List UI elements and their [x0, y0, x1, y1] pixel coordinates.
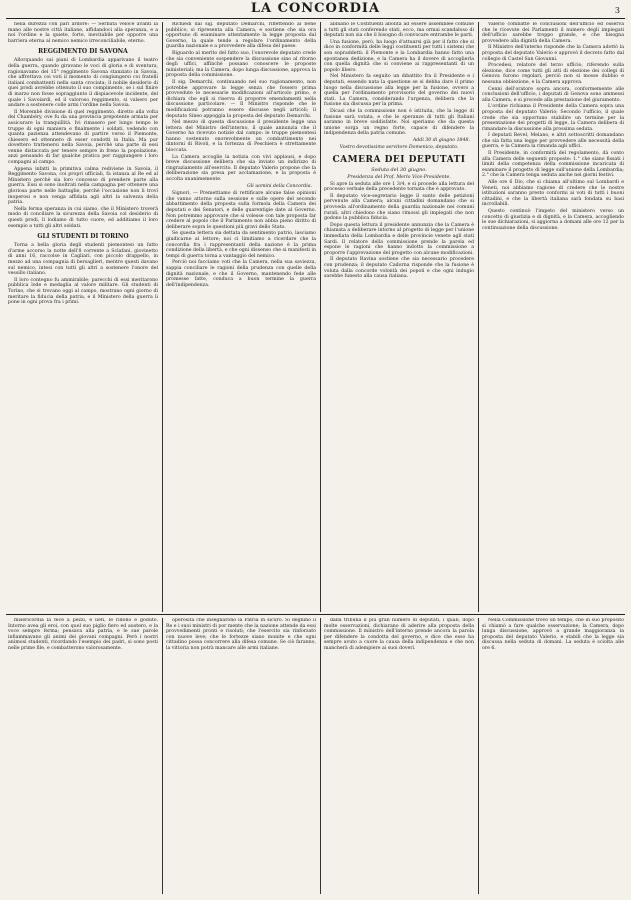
paragraph: Riguardo al merito del fatto suo, l'onorevole deputato crede che sia conveniente sospendere la discussione sino al ritorno degli uffici, affinchè possano conoscere le proposte ministeriali; ma la Camera, dopo lunga discussione, approva la proposta della commissione. [166, 50, 316, 79]
paragraph: Il loro contegno fu ammirabile; parecchi di essi meritarono pubblica lode e medaglia al valore militare. Gli studenti di Torino, che si trovano oggi al campo, mostrano ogni giorno di meritare la fiducia della patria, e il Ministero della guerra li pone in ogni prova fra i primi. [8, 277, 158, 306]
paragraph: Il deputato vice-segretario legge il sunto delle petizioni pervenute alla Camera; alcuni cittadini domandano che si provveda all'ordinamento della guardia nazionale nei comuni rurali; altri chiedono che siano rimossi gli impiegati che non godono la pubblica fiducia. [324, 193, 474, 222]
chamber-heading: CAMERA DEI DEPUTATI [332, 155, 466, 166]
paragraph: Una fusione, però, ha luogo d'attuarsi già per il fatto che si dice in conformità delle leggi costituenti per tutti i sistemi che son sopraddetti: il Piemonte e la Lombardia hanno fatto una spontanea dedizione, e la Camera ha il dovere di accoglierla con quella dignità che si conviene ai rappresentanti di un popolo libero. [324, 39, 474, 73]
masthead-title: LA CONCORDIA [250, 1, 381, 16]
paragraph: abbiano le Costituenti abolita ad essere assemblee comune a tutti gli stati conferendo stati, ecco, ma ormai scandaloso di deputati non sia che il bisogno di convocare entrambe le parti. [324, 22, 474, 39]
column-4 [482, 22, 624, 612]
paragraph: Nel Ministero fa seguito un dibattito fra il Presidente e i deputati, essendo nata la questione se si debba dare il primo luogo nella discussione alla legge per la fusione, ovvero a quella per l'ordinamento provvisorio del governo dei nuovi stati. La Camera, considerando l'urgenza, delibera che la fusione sia discussa per la prima. [324, 74, 474, 108]
paragraph: Allorquando sui piani di Lombardia apparivano il teatro della guerra, quando giravano le voci di gloria e di sventura, ragionavamo del 15° reggimento Savona stanziato in Savoia, che affrettava coi voti il momento di congiungersi coi fratelli italiani combattenti nella santa crociata; il nobile desiderio di quei prodi avrebbe ottenuto il suo compimento, se i sul finire di marzo non fosse sopraggiunto il dispiacevole incidente, del quale i Savoiardi, ed il valoroso reggimento, si valsero per andare a sostenere colle armi l'ordine nella Savoia. [8, 58, 158, 109]
paragraph: La Camera accoglie la notizia con vivi applausi, e dopo breve discussione delibera che sia inviato un indirizzo di ringraziamento all'esercito. Il deputato Valerio propone che la deliberazione sia presa per acclamazione, e la proposta è accolta unanimemente. [166, 154, 316, 183]
paragraph: Perciò noi facciamo voti che la Camera, nella sua saviezza, sappia conciliare le ragioni della prudenza con quelle della dignità nazionale, e che il Governo, mantenendo fede alle promesse fatte, conduca a buon termine la guerra dell'indipendenza. [166, 260, 316, 288]
bottom-paragraph: Nella Commissione trovò un tempo, che in suo proposito si chiamò a fare qualche osservazione; la Camera, dopo lunga discussione, approvò a grande maggioranza la proposta del deputato Valerio, e stabilì che la legge sia discussa nella seduta di domani. La seduta è sciolta alle ore 6. [482, 618, 624, 651]
paragraph: Nel mezzo di questa discussione il presidente legge una lettera del Ministro dell'interno, il quale annunzia che il Governo ha ricevuto notizie dal campo: le truppe piemontesi hanno sostenuto onorevolmente un combattimento nei dintorni di Rivoli, e la fortezza di Peschiera è strettamente bloccata. [166, 120, 316, 154]
paragraph: Alle ore 6 Dio, che si chiama all'ultimo sul Lombardi e Veneti, noi abbiamo ragione di credere che le nostre istituzioni saranno presto conformi ai voti di tutti i buoni cittadini, e che la libertà italiana sarà fondata su basi incrollabili. [482, 180, 624, 208]
centered-note: Vostro devotissimo servitore Domenico, deputato. [339, 145, 459, 151]
bottom-paragraph: dalla tribuna il più gran numero di deputati, i quali, dopo molte osservazioni, dichiarano di aderire alla proposta della commissione. Il ministro dell'interno prende ancora la parola per difendere la condotta del governo, e dice che esso ha sempre avuto a cuore la causa della indipendenza e che non mancherà di adempiere ai suoi doveri. [324, 618, 474, 651]
paragraph: Il sig. Demarchi, continuando nel suo ragionamento, non potrebbe approvare la legge senza che fossero prima provvedute le necessarie modificazioni all'articolo primo, e dichiara che egli si riserva di proporre emendamenti nella discussione particolare. — Il Ministro risponde che le modificazioni potranno essere discusse negli articoli; il deputato Sineo appoggia la proposta del deputato Demarchi. [166, 79, 316, 119]
bottom-column-1 [8, 618, 158, 894]
masthead [0, 0, 631, 18]
section-rule [6, 614, 625, 615]
section-heading: REGGIMENTO DI SAVONA [38, 48, 128, 56]
paragraph: Il Morembè divisione di quel reggimento, diretto alla volta del Chambéry, ove fu da una provincia prepotente armata per assicurare la tranquillità. Ivi rimasero per lungo tempo le truppe di ogni maniera e finalmente i soldati, vedendo con quanta pazienza attendevano di partire verso il Piemonte, chiesero ed ottennero di esser condotti in Italia. Ma pur dovettero trattenersi nella Savoia, perchè una parte di essi venne distaccata per tenere sempre in freno la popolazione, anzi pensando di far qualche pratica per raggiungere i loro compagni al campo. [8, 109, 158, 166]
paragraph: Signori, — Premettiamo di rettificare alcune false opinioni che vanno attorno sulla sessione e sulle opere del secondo abbattimento della proposta sulla formola della Camera dei deputati e dei Senatori, e delle guarentigie date al Governo. Non potremmo approvare che si volesse con tale proposta far credere al popolo che il Parlamento non abbia pieno diritto di deliberare sopra le questioni più gravi dello Stato. [166, 191, 316, 230]
column-divider [320, 22, 321, 612]
signature: Addì 30 di giugno 1848. [412, 137, 470, 143]
signature: Gli uomini della Concordia. [247, 183, 312, 189]
column-3 [324, 22, 474, 612]
bottom-paragraph: misericordia la fece a pezzi, e lieti, le ridono e goduto. Intorno avea gli eroi, con quel suo piglio fiero ed austero, e la voce sempre ferma; pensava alla patria, e le sue parole infiammavano gli animi dei giovani compagni. Però i nostri animosi studenti, ricordando l'esempio dei padri, si sono posti nelle prime file, e combatterono valorosamente. [8, 618, 158, 651]
masthead-rule [6, 18, 625, 19]
paragraph: Valerio combatte le conclusioni dell'ufficio ed osserva che le ricevute dei Parlamenti il numero degli impiegati dell'ufficio sarebbe troppo grande, e che bisogna provvedere alla dignità della Camera. [482, 22, 624, 44]
column-divider [478, 22, 479, 612]
bottom-column-3 [324, 618, 474, 894]
paragraph: Nella ferma speranza in cui siamo, che il Ministero troverà modo di conciliare la sicurezza della Savoia col desiderio di questi prodi, li lodiamo di tutto cuore, ed additiamo il loro esempio a tutti gli altri soldati. [8, 206, 158, 229]
paragraph: Procedesi, relatore del terzo ufficio, riferendo sulla elezione, dice come tutti gli atti di elezione dei collegi di Genova furono regolari, perciò non si mosse dubbio e nessuna obbiezione, e la Camera approva. [482, 63, 624, 85]
paragraph: Appena infatti la primitiva calma rediviene in Savoia, il Reggimento Savona, coi propri ufficiali, fa istanza al Re ed al Ministero perchè sia loro concesso di prendere parte alla guerra. Essi si sono inoltrati nella campagna per ottenere una gloriosa parte nelle battaglie, perchè l'occasione non li trovi inoperosi e non venga affidata agli altri la salvezza della patria. [8, 166, 158, 206]
paragraph: I deputati Revel, Melano, e altri sottoscritti domandano che sia fatta una legge per provvedere alle necessità della guerra, e la Camera la rimanda agli uffici. [482, 133, 624, 150]
session-date: Seduta del 30 giugno. [371, 167, 427, 174]
paragraph: L'ordine richiama il Presidente della Camera sopra una proposta del deputato Valerio; Secondo l'ufficio, il quale crede che sia opportuno stabilire un termine per la presentazione dei progetti di legge, la Camera delibera di rimandare la discussione alla prossima seduta. [482, 104, 624, 132]
column-2 [166, 22, 316, 612]
column-divider [162, 618, 163, 894]
paragraph: Dopo questa lettura il presidente annunzia che la Camera è chiamata a deliberare intorno al progetto di legge per l'unione immediata della Lombardia e delle provincie venete agli stati Sardi. Il relatore della commissione prende la parola ed espone le ragioni che hanno indotto la commissione a proporre l'approvazione del progetto con alcune modificazioni. [324, 222, 474, 256]
paragraph: Richiedi dal sig. deputato Demarchi, riflettendo al bene pubblico, si ripresenta alla Camera, e sostiene che sia ora opportuno di esaminare attentamente la legge proposta dal Governo, la quale tende a regolare l'ordinamento della guardia nazionale e a provvedere alla difesa del paese. [166, 22, 316, 50]
paragraph: Il Ministro dell'interno risponde che la Camera adottò la proposta del deputato Valerio e approvò il decreto fatto dal collegio di Castel San Giovanni. [482, 45, 624, 62]
paragraph: Il deputato Ravina sostiene che sia necessario procedere con prudenza; il deputato Cadorna risponde che la fusione è voluta dalla concorde volontà dei popoli e che ogni indugio sarebbe funesto alla causa italiana. [324, 257, 474, 280]
page-number: 3 [614, 6, 621, 15]
paragraph: Questo continuò l'impeto del ministero verso un concetto di giustizia e di dignità, e la Camera, accogliendo le sue dichiarazioni, si aggiorna a domani alle ore 12 per la continuazione della discussione. [482, 209, 624, 231]
paragraph: nella durezza con pari ardore: — Serbata veloce avanti la mano alle nostre città italiane, affidandoci alla speranza, e a noi l'ordine e la quiete, forte, inevitabile per opporre una barriera eterna al nemico nemico irreconciliabile, eterno. [8, 22, 158, 44]
column-divider [162, 22, 163, 612]
bottom-column-4 [482, 618, 624, 894]
paragraph: Si apre la seduta alle ore 1 3/4, e si procede alla lettura del processo verbale della precedente tornata che è approvato. [324, 181, 474, 193]
paragraph: Cenni dell'oratore sopra ancora, conformemente alle conclusioni dell'ufficio, i deputati di Genova sono ammessi alla Camera, e si procede alla prestazione del giuramento. [482, 86, 624, 103]
paragraph: Se questa lettera sia dettata da sentimento patrio, lasciamo giudicarne al lettore; noi ci limitiamo a ricordare che la concordia fra i rappresentanti della nazione è la prima condizione della libertà, e che ogni dissenso che si manifesti in tempi di guerra torna a vantaggio del nemico. [166, 231, 316, 259]
paragraph: Il Presidente, in conformità del regolamento, dà conto alla Camera delle seguenti proposte: 1.° che siano fissati i limiti della competenza della commissione incaricata di esaminare il progetto di legge sull'unione della Lombardia; 2.° che la Camera tenga seduta anche nei giorni festivi. [482, 151, 624, 179]
bottom-paragraph: operosità che insegnarono la Patria in sicuro. Si degnino il Re e i suoi ministri di por mente che la nazione attende da essi provvedimenti pronti e risoluti; che l'esercito sia rinforzato con nuove leve; che le fortezze siano munite e che ogni cittadino possa concorrere alla difesa comune. Se ciò faranno, la vittoria non potrà mancare alle armi italiane. [166, 618, 316, 651]
column-divider [320, 618, 321, 894]
centered-note: Presidenza del Prof. Merlo Vice-Presidente. [347, 175, 451, 181]
paragraph: Torna a bella gloria degli studenti piemontesi un fatto d'arme accorso la notte dell'8 corrente a Sclafani, giovinetto di anni 16, raccolse in Cagliari, con piccolo drappello, in mezzo ad una compagnia di bersaglieri, mentre questi davano sul nemico, intesi con tutti gli altri a sostenere l'onore del vessillo italiano. [8, 243, 158, 277]
column-1 [8, 22, 158, 612]
column-divider [478, 618, 479, 894]
paragraph: Dicasi che la commissione non è istituita, che la legge di fusione sarà votata, e che le speranze di tutti gli Italiani saranno in breve soddisfatte. Noi speriamo che da questa unione sorga un regno forte, capace di difendere la indipendenza della patria comune. [324, 108, 474, 137]
section-heading: GLI STUDENTI DI TORINO [37, 233, 129, 241]
bottom-column-2 [166, 618, 316, 894]
